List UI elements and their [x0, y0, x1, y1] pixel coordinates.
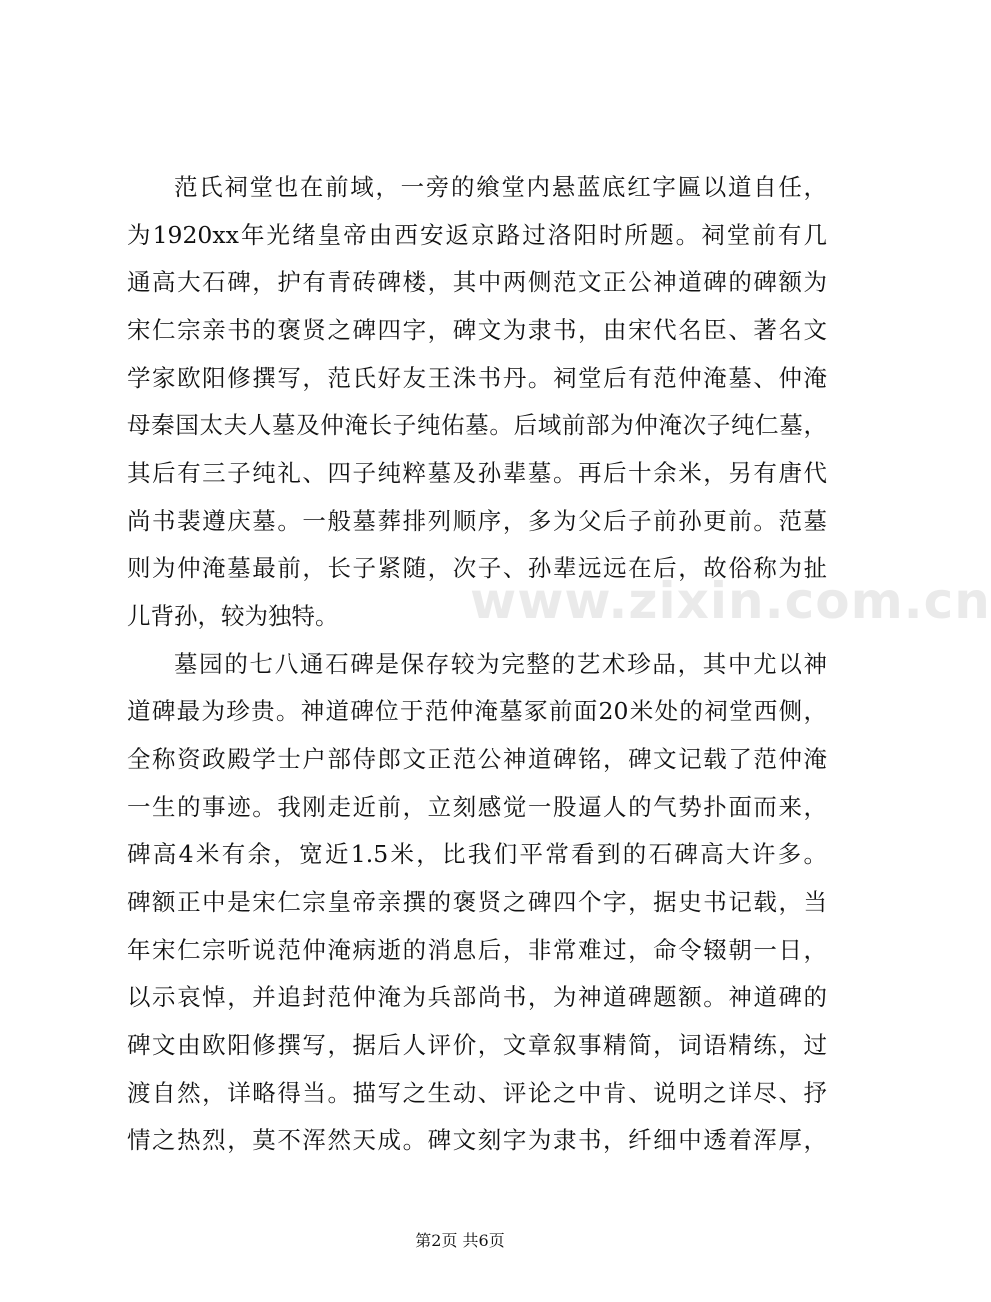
- watermark: www.zixin.com.cn: [470, 572, 991, 630]
- text-line: 儿背孙，较为独特。: [127, 602, 339, 630]
- text-line: 为1920xx年光绪皇帝由西安返京路过洛阳时所题。祠堂前有几: [127, 221, 827, 249]
- text-line: 母秦国太夫人墓及仲淹长子纯佑墓。后域前部为仲淹次子纯仁墓，: [127, 411, 827, 439]
- text-line: 学家欧阳修撰写，范氏好友王洙书丹。祠堂后有范仲淹墓、仲淹: [127, 364, 827, 392]
- text-line: 通高大石碑，护有青砖碑楼，其中两侧范文正公神道碑的碑额为: [127, 268, 827, 296]
- text-line: 则为仲淹墓最前，长子紧随，次子、孙辈远远在后，故俗称为扯: [127, 554, 827, 582]
- text-line: 碑额正中是宋仁宗皇帝亲撰的褒贤之碑四个字，据史书记载，当: [127, 888, 827, 916]
- page-footer: 第2页 共6页: [415, 1231, 505, 1250]
- text-line: 一生的事迹。我刚走近前，立刻感觉一股逼人的气势扑面而来，: [127, 793, 827, 821]
- text-line: 年宋仁宗听说范仲淹病逝的消息后，非常难过，命令辍朝一日，: [127, 936, 827, 964]
- text-line: 尚书裴遵庆墓。一般墓葬排列顺序，多为父后子前孙更前。范墓: [127, 507, 827, 535]
- text-line: 宋仁宗亲书的褒贤之碑四字，碑文为隶书，由宋代名臣、著名文: [127, 316, 827, 344]
- text-line: 情之热烈，莫不浑然天成。碑文刻字为隶书，纤细中透着浑厚，: [127, 1126, 827, 1154]
- text-line: 全称资政殿学士户部侍郎文正范公神道碑铭，碑文记载了范仲淹: [127, 745, 827, 773]
- text-line: 渡自然，详略得当。描写之生动、评论之中肯、说明之详尽、抒: [127, 1079, 827, 1107]
- text-line: 道碑最为珍贵。神道碑位于范仲淹墓冢前面20米处的祠堂西侧，: [127, 697, 827, 725]
- text-line: 碑高4米有余，宽近1.5米，比我们平常看到的石碑高大许多。: [127, 840, 827, 868]
- text-line: 其后有三子纯礼、四子纯粹墓及孙辈墓。再后十余米，另有唐代: [127, 459, 827, 487]
- text-line: 墓园的七八通石碑是保存较为完整的艺术珍品，其中尤以神: [174, 650, 827, 678]
- text-line: 范氏祠堂也在前域，一旁的飨堂内悬蓝底红字匾以道自任，: [174, 173, 827, 201]
- text-line: 以示哀悼，并追封范仲淹为兵部尚书，为神道碑题额。神道碑的: [127, 983, 827, 1011]
- text-line: 碑文由欧阳修撰写，据后人评价，文章叙事精简，词语精练，过: [127, 1031, 827, 1059]
